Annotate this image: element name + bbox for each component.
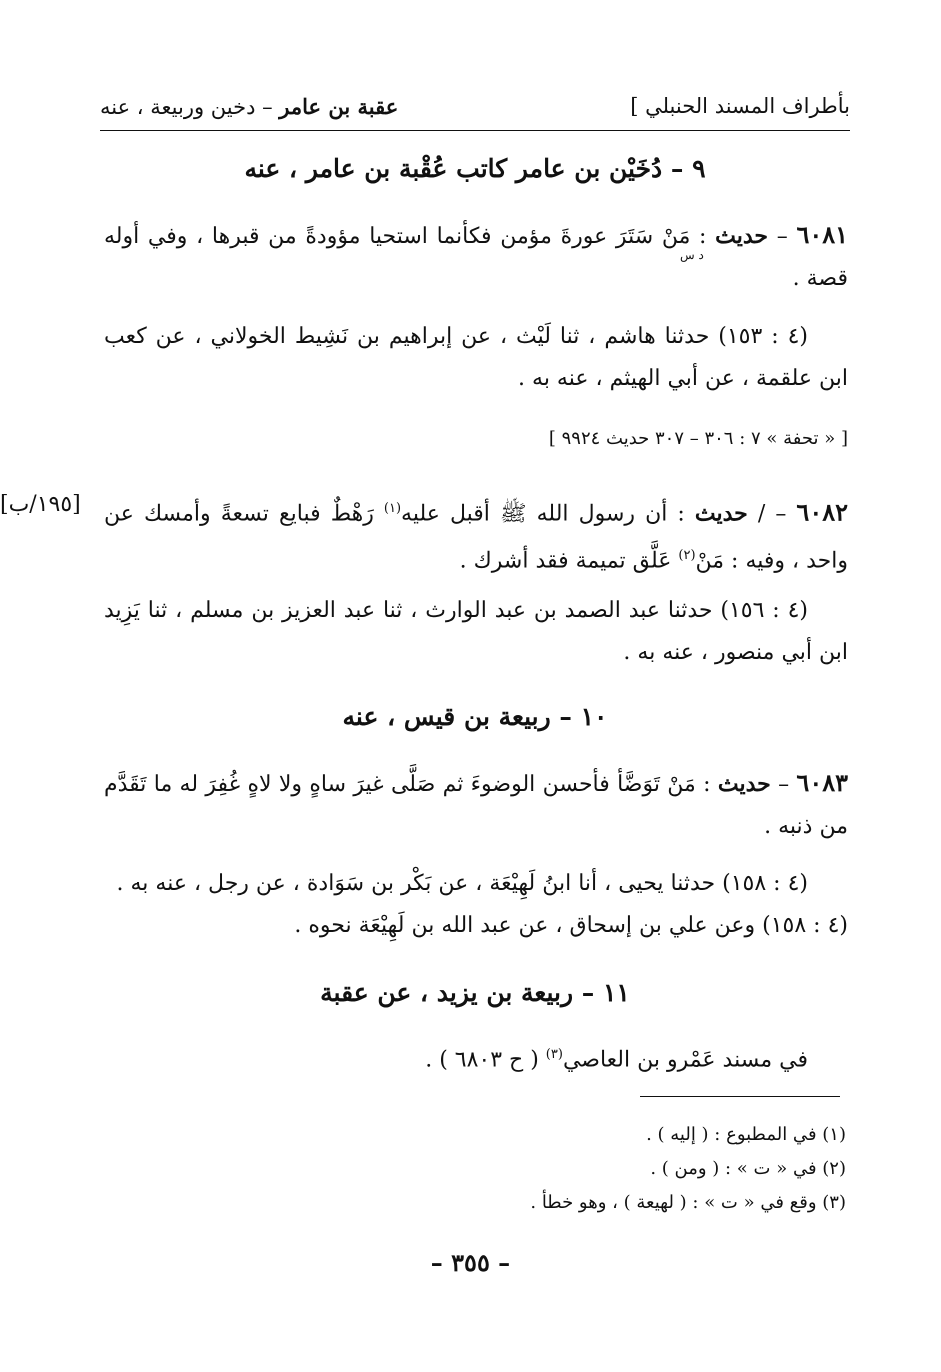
isnad-6081: (٤ : ١٥٣) حدثنا هاشم ، ثنا لَيْث ، عن إبراهيم بن نَشِيط الخولاني ، عن كعب ابن علقمة ، عن أبي الهيثم ، عنه به .	[104, 324, 848, 391]
section-title-10: ١٠ – ربيعة بن قيس ، عنه	[342, 702, 608, 731]
page-number: – ٣٥٥ –	[430, 1248, 511, 1277]
hadith-6082	[104, 488, 848, 583]
hadith-6083: ٦٠٨٣ – حديث : مَنْ تَوَضَّأ فأحسن الوضوءَ ثم صَلَّى غيرَ ساهٍ ولا لاهٍ غُفِرَ له ما تَقَدَّم من ذنبه .	[104, 768, 848, 839]
hadith-text-a: : أن رسول الله ﷺ أقبل عليه	[401, 501, 695, 527]
source-mark: د س	[680, 248, 704, 262]
isnad-6082: (٤ : ١٥٦) حدثنا عبد الصمد بن عبد الوارث ، ثنا عبد العزيز بن مسلم ، ثنا يَزِيد ابن أبي منصور ، عنه به .	[104, 598, 848, 665]
hadith-text-b: رَهْطٌ فبايع تسعةً وأمسك عن واحد ، وفيه : مَنْ	[104, 501, 848, 574]
tuhfa-reference: [ « تحفة » ٧ : ٣٠٦ – ٣٠٧ حديث ٩٩٢٤ ]	[548, 428, 848, 449]
hadith-text: : مَنْ سَتَرَ عورةَ مؤمن فكأنما استحيا مؤودةً من قبرها ، وفي أوله قصة .	[104, 224, 848, 291]
footnote-divider	[640, 1096, 840, 1097]
running-head-section-bold: عقبة بن عامر	[279, 94, 399, 119]
cross-reference-text: في مسند عَمْرو بن العاصي	[562, 1047, 808, 1073]
running-head-section-rest: – دخين وربيعة ، عنه	[100, 95, 280, 119]
running-head-section	[100, 94, 398, 119]
hadith-number: ٦٠٨٢	[796, 497, 848, 527]
cross-reference	[104, 1034, 848, 1081]
isnad-6083-a: (٤ : ١٥٨) حدثنا يحيى ، أنا ابنُ لَهِيْعَة ، عن بَكْر بن سَوَادة ، عن رجل ، عنه به .	[116, 871, 808, 896]
footnote-ref-1: (١)	[383, 501, 402, 516]
margin-folio-note: [١٩٥/ب]	[0, 492, 81, 517]
isnad-6083-b: (٤ : ١٥٨) وعن علي بن إسحاق ، عن عبد الله بن لَهِيْعَة نحوه .	[294, 913, 848, 938]
cross-reference-number: ( ح ٦٨٠٣ ) .	[425, 1047, 546, 1073]
section-title-11: ١١ – ربيعة بن يزيد ، عن عقبة	[320, 978, 630, 1007]
running-head	[100, 90, 850, 131]
folio-separator: – /	[747, 501, 797, 527]
hadith-text: : مَنْ تَوَضَّأ فأحسن الوضوءَ ثم صَلَّى غيرَ ساهٍ ولا لاهٍ غُفِرَ له ما تَقَدَّم من ذنبه .	[104, 772, 848, 839]
footnote-2: (٢) في « ت » : ( ومن ) .	[650, 1158, 846, 1179]
section-title-9: ٩ – دُخَيْن بن عامر كاتب عُقْبة بن عامر ، عنه	[244, 154, 706, 183]
hadith-6081: ٦٠٨١ – حديث : مَنْ سَتَرَ عورةَ مؤمن فكأنما استحيا مؤودةً من قبرها ، وفي أوله قصة .	[104, 220, 848, 291]
hadith-number: ٦٠٨٣	[796, 768, 848, 797]
footnote-ref-3: (٣)	[545, 1047, 563, 1062]
hadith-keyword: حديث	[717, 771, 771, 797]
hadith-keyword: حديث	[694, 500, 748, 527]
footnote-1: (١) في المطبوع : ( إليه ) .	[646, 1124, 846, 1145]
hadith-text-c: عَلَّق تميمة فقد أشرك .	[459, 548, 679, 574]
hadith-keyword: حديث	[715, 223, 769, 249]
running-head-book-title: بأطراف المسند الحنبلي ]	[630, 94, 850, 118]
footnote-ref-2: (٢)	[678, 548, 696, 564]
hadith-number: ٦٠٨١	[796, 220, 848, 249]
footnotes	[400, 1118, 846, 1220]
footnote-3: (٣) وقع في « ت » : ( لهيعة ) ، وهو خطأ .	[530, 1192, 846, 1213]
